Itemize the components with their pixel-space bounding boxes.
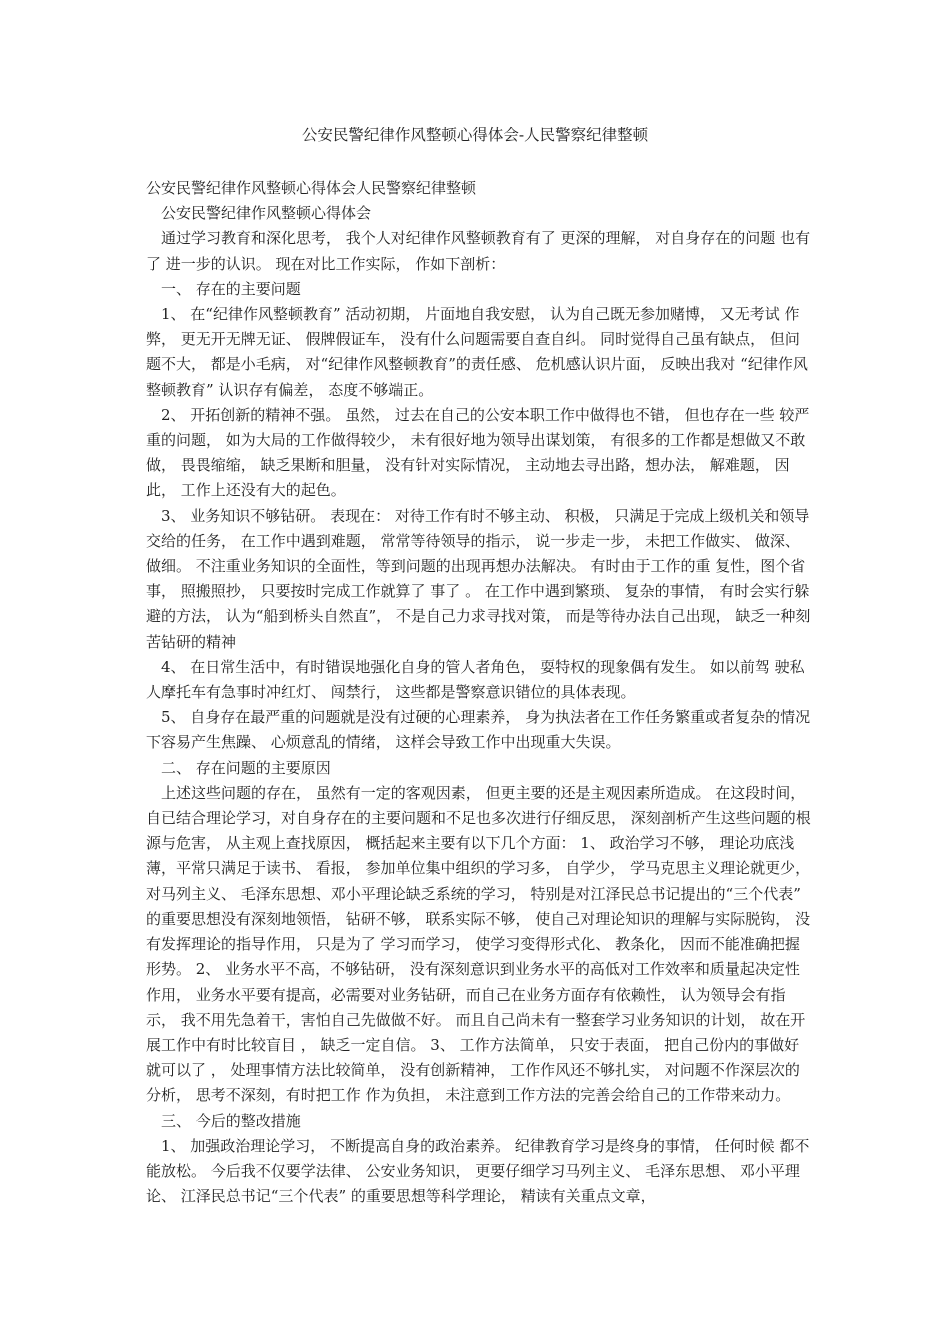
paragraph: 2、 开拓创新的精神不强。 虽然， 过去在自己的公安本职工作中做得也不错， 但也存在一些 较严重的问题， 如为大局的工作做得较少， 未有很好地为领导出谋划策， 有很多的工作都是想做又不敢做， 畏畏缩缩， 缺乏果断和胆量， 没有针对实际情况， 主动地去寻出路，想办法， 解难题， 因此， 工作上还没有大的起色。: [146, 405, 810, 500]
document-body: [146, 176, 814, 1209]
paragraph: 5、 自身存在最严重的问题就是没有过硬的心理素养， 身为执法者在工作任务繁重或者复杂的情况下容易产生焦躁、 心烦意乱的情绪， 这样会导致工作中出现重大失误。: [146, 708, 811, 752]
paragraph: 三、 今后的整改措施: [161, 1111, 301, 1130]
paragraph: 通过学习教育和深化思考， 我个人对纪律作风整顿教育有了 更深的理解， 对自身存在的问题 也有了 进一步的认识。 现在对比工作实际， 作如下剖析：: [146, 229, 811, 273]
paragraph: 二、 存在问题的主要原因: [161, 758, 331, 777]
paragraph: 一、 存在的主要问题: [161, 279, 301, 298]
document-title: 公安民警纪律作风整顿心得体会-人民警察纪律整顿: [301, 126, 649, 144]
paragraph: 1、 加强政治理论学习， 不断提高自身的政治素养。 纪律教育学习是终身的事情， 任何时候 都不能放松。 今后我不仅要学法律、 公安业务知识， 更要仔细学习马列主义、 毛泽东思想、 邓小平理论、 江泽民总书记“三个代表” 的重要思想等科学理论， 精读有关重点文章，: [146, 1136, 810, 1206]
paragraph: 4、 在日常生活中，有时错误地强化自身的管人者角色， 耍特权的现象偶有发生。 如以前驾 驶私人摩托车有急事时冲红灯、 闯禁行， 这些都是警察意识错位的具体表现。: [146, 657, 805, 702]
paragraph: 3、 业务知识不够钻研。 表现在： 对待工作有时不够主动、 积极， 只满足于完成上级机关和领导交给的任务， 在工作中遇到难题， 常常等待领导的指示， 说一步走一步， 未把工作做实、 做深、 做细。 不注重业务知识的全面性，等到问题的出现再想办法解决。 有时由于工作的重 复性，图个省事， 照搬照抄， 只要按时完成工作就算了 事了 。 在工作中遇到繁琐、 复杂的事情， 有时会实行躲避的方法， 认为“船到桥头自然直”， 不是自己力求寻找对策， 而是等待办法自己出现， 缺乏一种刻苦钻研的精神: [146, 506, 811, 651]
paragraph: 1、 在“纪律作风整顿教育” 活动初期， 片面地自我安慰， 认为自己既无参加赌博， 又无考试 作弊， 更无开无牌无证、 假牌假证车， 没有什么问题需要自查自纠。 同时觉得自己虽有缺点， 但问题不大， 都是小毛病， 对“纪律作风整顿教育”的责任感、 危机感认识片面， 反映出我对 “纪律作风整顿教育” 认识存有偏差， 态度不够端正。: [146, 305, 808, 399]
paragraph: 公安民警纪律作风整顿心得体会: [161, 204, 372, 223]
paragraph: 公安民警纪律作风整顿心得体会人民警察纪律整顿: [146, 179, 477, 197]
paragraph: 上述这些问题的存在， 虽然有一定的客观因素， 但更主要的还是主观因素所造成。 在这段时间， 自已结合理论学习，对自身存在的主要问题和不足也多次进行仔细反思， 深刻剖析产生这些问题的根源与危害， 从主观上查找原因， 概括起来主要有以下几个方面： 1、 政治学习不够， 理论功底浅薄，平常只满足于读书、 看报， 参加单位集中组织的学习多， 自学少， 学马克思主义理论就更少， 对马列主义、 毛泽东思想、邓小平理论缺乏系统的学习， 特别是对江泽民总书记提出的“三个代表” 的重要思想没有深刻地领悟， 钻研不够， 联系实际不够， 使自己对理论知识的理解与实际脱钩， 没有发挥理论的指导作用， 只是为了 学习而学习， 使学习变得形式化、 教条化， 因而不能准确把握形势。 2、 业务水平不高，不够钻研， 没有深刻意识到业务水平的高低对工作效率和质量起决定性作用， 业务水平要有提高，必需要对业务钻研，而自己在业务方面存有依赖性， 认为领导会有指示， 我不用先急着干，害怕自己先做做不好。 而且自己尚未有一整套学习业务知识的计划， 故在开展工作中有时比较盲目 ， 缺乏一定自信。 3、 工作方法简单， 只安于表面， 把自己份内的事做好就可以了 ， 处理事情方法比较简单， 没有创新精神， 工作作风还不够扎实， 对问题不作深层次的分析， 思考不深刻，有时把工作 作为负担， 未注意到工作方法的完善会给自己的工作带来动力。: [146, 783, 811, 1105]
